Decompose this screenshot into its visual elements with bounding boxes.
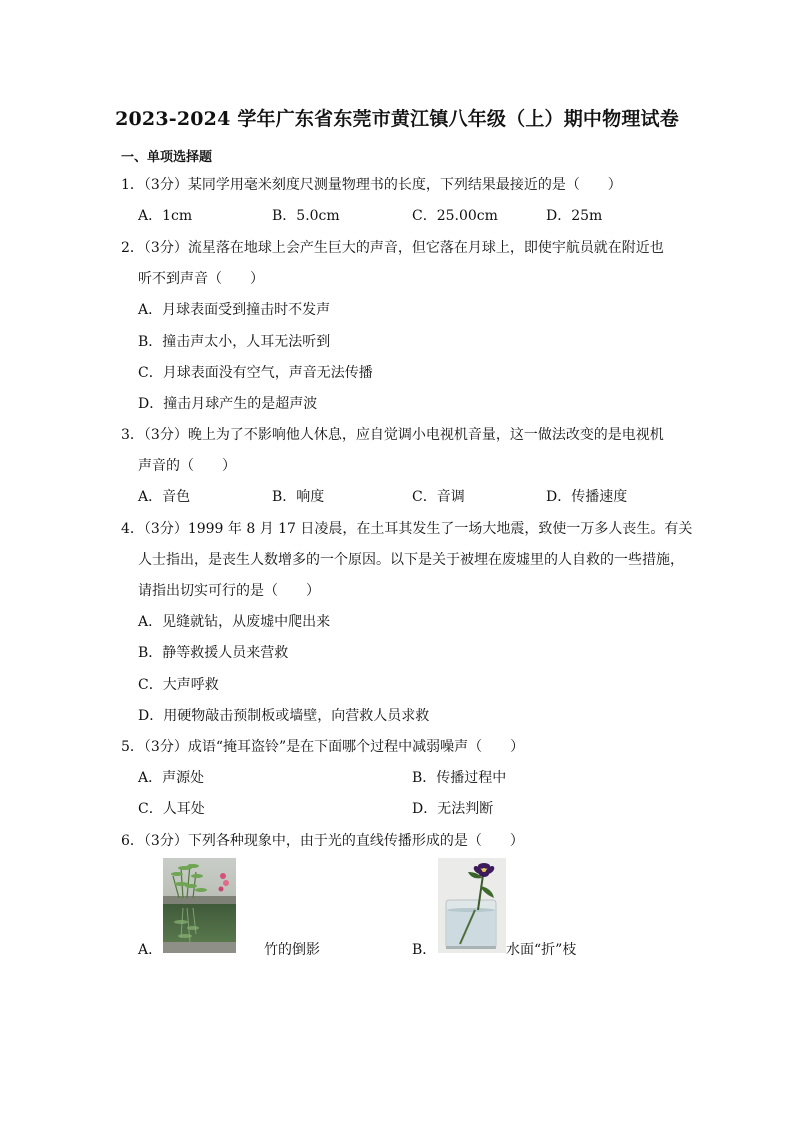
q4-option-d[interactable]: D．用硬物敲击预制板或墙壁，向营救人员求救 xyxy=(138,708,430,724)
q4-option-a[interactable]: A．见缝就钻，从废墟中爬出来 xyxy=(138,614,331,630)
q1-option-d[interactable]: D．25m xyxy=(546,208,603,224)
question-3-stem-line2: 声音的（ ） xyxy=(138,458,236,474)
q3-option-b[interactable]: B．响度 xyxy=(272,489,325,505)
bamboo-reflection-photo xyxy=(163,858,236,953)
question-2-stem-line1: 2．（3分）流星落在地球上会产生巨大的声音，但它落在月球上，即使宇航员就在附近也 xyxy=(121,240,664,256)
q6-option-a-label[interactable]: A． xyxy=(138,942,163,958)
q3-option-d[interactable]: D．传播速度 xyxy=(546,489,628,505)
question-4-stem-line1: 4．（3分）1999 年 8 月 17 日凌晨，在土耳其发生了一场大地震，致使一万多人丧生。有关 xyxy=(121,521,693,537)
q6-option-b-caption: 水面“折”枝 xyxy=(506,942,577,958)
question-4-stem-line2: 人士指出，是丧生人数增多的一个原因。以下是关于被埋在废墟里的人自救的一些措施， xyxy=(138,552,684,568)
question-2-stem-line2: 听不到声音（ ） xyxy=(138,271,264,287)
q5-option-a[interactable]: A．声源处 xyxy=(138,770,205,786)
flower-in-water-glass-photo xyxy=(438,858,506,953)
q6-option-a-caption: 竹的倒影 xyxy=(264,942,320,958)
q5-option-d[interactable]: D．无法判断 xyxy=(412,801,494,817)
q2-option-c[interactable]: C．月球表面没有空气，声音无法传播 xyxy=(138,365,373,381)
section-heading: 一、单项选择题 xyxy=(121,150,213,165)
q2-option-b[interactable]: B．撞击声太小，人耳无法听到 xyxy=(138,334,331,350)
question-4-stem-line3: 请指出切实可行的是（ ） xyxy=(138,583,320,599)
question-6-stem: 6．（3分）下列各种现象中，由于光的直线传播形成的是（ ） xyxy=(121,833,524,849)
q4-option-c[interactable]: C．大声呼救 xyxy=(138,677,219,693)
q1-option-c[interactable]: C．25.00cm xyxy=(412,208,498,224)
q5-option-c[interactable]: C．人耳处 xyxy=(138,801,205,817)
q2-option-a[interactable]: A．月球表面受到撞击时不发声 xyxy=(138,302,331,318)
question-3-stem-line1: 3．（3分）晚上为了不影响他人休息，应自觉调小电视机音量，这一做法改变的是电视机 xyxy=(121,427,664,443)
q2-option-d[interactable]: D．撞击月球产生的是超声波 xyxy=(138,396,318,412)
q3-option-c[interactable]: C．音调 xyxy=(412,489,465,505)
q6-option-b-label[interactable]: B． xyxy=(412,942,437,958)
q1-option-a[interactable]: A．1cm xyxy=(138,208,193,224)
q5-option-b[interactable]: B．传播过程中 xyxy=(412,770,507,786)
page-title: 2023-2024 学年广东省东莞市黄江镇八年级（上）期中物理试卷 xyxy=(115,108,679,130)
question-5-stem: 5．（3分）成语“掩耳盗铃”是在下面哪个过程中减弱噪声（ ） xyxy=(121,739,525,755)
q1-option-b[interactable]: B．5.0cm xyxy=(272,208,340,224)
q4-option-b[interactable]: B．静等救援人员来营救 xyxy=(138,645,289,661)
question-1-stem: 1．（3分）某同学用毫米刻度尺测量物理书的长度，下列结果最接近的是（ ） xyxy=(121,177,622,193)
q3-option-a[interactable]: A．音色 xyxy=(138,489,191,505)
